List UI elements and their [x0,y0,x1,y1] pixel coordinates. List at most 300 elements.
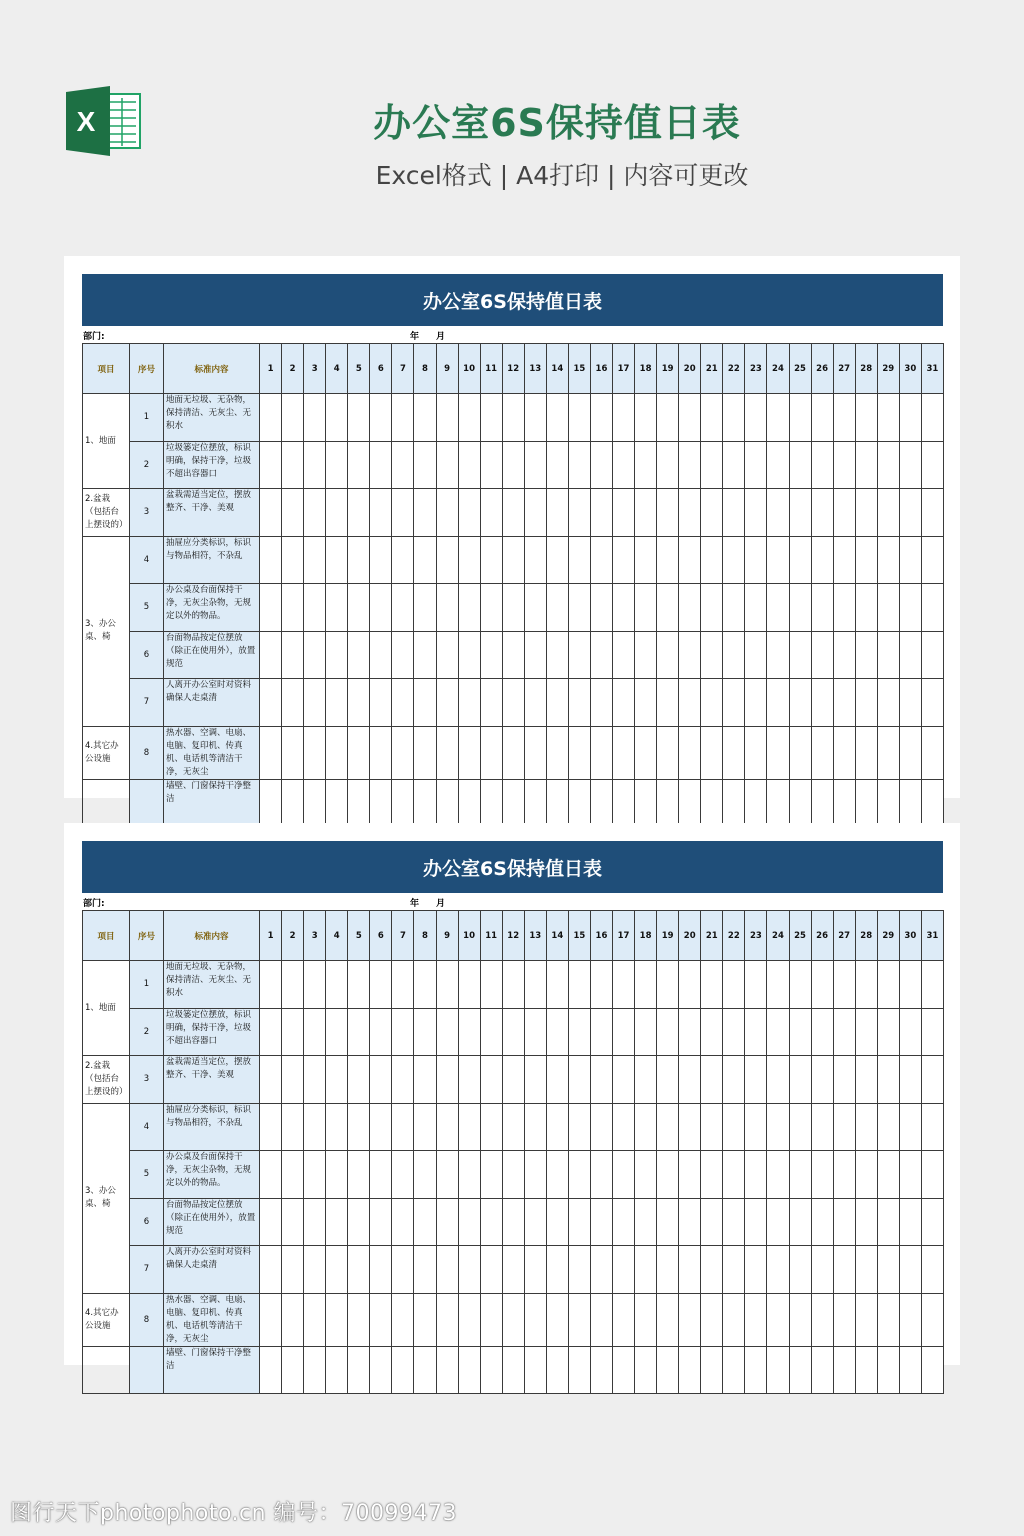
day-check-cell[interactable] [436,441,458,489]
day-check-cell[interactable] [436,961,458,1009]
day-check-cell[interactable] [745,1198,767,1246]
day-check-cell[interactable] [679,489,701,537]
day-check-cell[interactable] [789,726,811,779]
day-check-cell[interactable] [613,489,635,537]
day-check-cell[interactable] [657,1103,679,1151]
day-check-cell[interactable] [436,1008,458,1056]
day-check-cell[interactable] [370,1056,392,1104]
day-check-cell[interactable] [723,489,745,537]
day-check-cell[interactable] [679,536,701,584]
day-check-cell[interactable] [348,726,370,779]
day-check-cell[interactable] [502,1346,524,1394]
day-check-cell[interactable] [348,584,370,632]
day-check-cell[interactable] [877,1151,899,1199]
day-check-cell[interactable] [590,1151,612,1199]
day-check-cell[interactable] [723,536,745,584]
day-check-cell[interactable] [414,779,436,827]
day-check-cell[interactable] [480,1198,502,1246]
day-check-cell[interactable] [260,631,282,679]
day-check-cell[interactable] [414,1246,436,1294]
day-check-cell[interactable] [745,394,767,442]
day-check-cell[interactable] [811,1056,833,1104]
day-check-cell[interactable] [833,631,855,679]
day-check-cell[interactable] [723,584,745,632]
day-check-cell[interactable] [811,489,833,537]
day-check-cell[interactable] [767,536,789,584]
day-check-cell[interactable] [458,489,480,537]
day-check-cell[interactable] [326,1346,348,1394]
day-check-cell[interactable] [546,1346,568,1394]
day-check-cell[interactable] [370,631,392,679]
day-check-cell[interactable] [524,961,546,1009]
day-check-cell[interactable] [568,1246,590,1294]
day-check-cell[interactable] [458,536,480,584]
day-check-cell[interactable] [899,631,921,679]
day-check-cell[interactable] [635,1103,657,1151]
day-check-cell[interactable] [613,1151,635,1199]
day-check-cell[interactable] [701,1056,723,1104]
day-check-cell[interactable] [590,1008,612,1056]
day-check-cell[interactable] [414,489,436,537]
day-check-cell[interactable] [414,1008,436,1056]
day-check-cell[interactable] [921,631,943,679]
day-check-cell[interactable] [524,536,546,584]
day-check-cell[interactable] [877,441,899,489]
day-check-cell[interactable] [899,1198,921,1246]
day-check-cell[interactable] [436,1246,458,1294]
day-check-cell[interactable] [635,1198,657,1246]
day-check-cell[interactable] [877,584,899,632]
day-check-cell[interactable] [789,779,811,827]
day-check-cell[interactable] [370,489,392,537]
day-check-cell[interactable] [414,679,436,727]
day-check-cell[interactable] [657,631,679,679]
day-check-cell[interactable] [723,394,745,442]
day-check-cell[interactable] [767,1103,789,1151]
day-check-cell[interactable] [657,1008,679,1056]
day-check-cell[interactable] [348,1008,370,1056]
day-check-cell[interactable] [767,1346,789,1394]
day-check-cell[interactable] [326,631,348,679]
day-check-cell[interactable] [723,1103,745,1151]
day-check-cell[interactable] [613,1056,635,1104]
day-check-cell[interactable] [524,779,546,827]
day-check-cell[interactable] [458,961,480,1009]
day-check-cell[interactable] [370,584,392,632]
day-check-cell[interactable] [326,536,348,584]
day-check-cell[interactable] [701,1293,723,1346]
day-check-cell[interactable] [635,584,657,632]
day-check-cell[interactable] [877,1198,899,1246]
day-check-cell[interactable] [833,1346,855,1394]
day-check-cell[interactable] [458,1008,480,1056]
day-check-cell[interactable] [679,1293,701,1346]
day-check-cell[interactable] [568,1198,590,1246]
day-check-cell[interactable] [877,536,899,584]
day-check-cell[interactable] [745,1293,767,1346]
day-check-cell[interactable] [921,1056,943,1104]
day-check-cell[interactable] [524,1151,546,1199]
day-check-cell[interactable] [590,584,612,632]
day-check-cell[interactable] [877,1346,899,1394]
day-check-cell[interactable] [590,1346,612,1394]
day-check-cell[interactable] [701,1151,723,1199]
day-check-cell[interactable] [745,631,767,679]
day-check-cell[interactable] [679,726,701,779]
day-check-cell[interactable] [701,779,723,827]
day-check-cell[interactable] [348,1103,370,1151]
day-check-cell[interactable] [568,584,590,632]
day-check-cell[interactable] [436,1056,458,1104]
day-check-cell[interactable] [767,1056,789,1104]
day-check-cell[interactable] [679,1008,701,1056]
day-check-cell[interactable] [502,1151,524,1199]
day-check-cell[interactable] [679,779,701,827]
day-check-cell[interactable] [701,679,723,727]
day-check-cell[interactable] [524,1056,546,1104]
day-check-cell[interactable] [855,441,877,489]
day-check-cell[interactable] [260,1103,282,1151]
day-check-cell[interactable] [921,726,943,779]
day-check-cell[interactable] [524,1008,546,1056]
day-check-cell[interactable] [789,1151,811,1199]
day-check-cell[interactable] [789,1346,811,1394]
day-check-cell[interactable] [745,536,767,584]
day-check-cell[interactable] [524,1346,546,1394]
day-check-cell[interactable] [458,1151,480,1199]
day-check-cell[interactable] [789,1293,811,1346]
day-check-cell[interactable] [370,536,392,584]
day-check-cell[interactable] [745,489,767,537]
day-check-cell[interactable] [701,1246,723,1294]
day-check-cell[interactable] [568,726,590,779]
day-check-cell[interactable] [811,441,833,489]
day-check-cell[interactable] [502,726,524,779]
day-check-cell[interactable] [590,961,612,1009]
day-check-cell[interactable] [921,1008,943,1056]
day-check-cell[interactable] [789,1056,811,1104]
day-check-cell[interactable] [480,1103,502,1151]
day-check-cell[interactable] [414,1056,436,1104]
day-check-cell[interactable] [767,779,789,827]
day-check-cell[interactable] [414,584,436,632]
day-check-cell[interactable] [921,1198,943,1246]
day-check-cell[interactable] [745,679,767,727]
day-check-cell[interactable] [701,394,723,442]
day-check-cell[interactable] [613,1103,635,1151]
day-check-cell[interactable] [502,1293,524,1346]
day-check-cell[interactable] [458,1056,480,1104]
day-check-cell[interactable] [458,1198,480,1246]
day-check-cell[interactable] [833,1056,855,1104]
day-check-cell[interactable] [304,679,326,727]
day-check-cell[interactable] [458,394,480,442]
day-check-cell[interactable] [502,679,524,727]
day-check-cell[interactable] [811,536,833,584]
day-check-cell[interactable] [789,631,811,679]
day-check-cell[interactable] [282,394,304,442]
day-check-cell[interactable] [635,726,657,779]
day-check-cell[interactable] [833,679,855,727]
day-check-cell[interactable] [502,1103,524,1151]
day-check-cell[interactable] [877,1246,899,1294]
day-check-cell[interactable] [370,1008,392,1056]
day-check-cell[interactable] [326,1151,348,1199]
day-check-cell[interactable] [855,779,877,827]
day-check-cell[interactable] [524,394,546,442]
day-check-cell[interactable] [811,631,833,679]
day-check-cell[interactable] [921,1151,943,1199]
day-check-cell[interactable] [392,1008,414,1056]
day-check-cell[interactable] [260,441,282,489]
day-check-cell[interactable] [899,679,921,727]
day-check-cell[interactable] [701,631,723,679]
day-check-cell[interactable] [877,1293,899,1346]
day-check-cell[interactable] [921,1293,943,1346]
day-check-cell[interactable] [282,489,304,537]
day-check-cell[interactable] [745,961,767,1009]
day-check-cell[interactable] [833,1008,855,1056]
day-check-cell[interactable] [701,1346,723,1394]
day-check-cell[interactable] [590,631,612,679]
day-check-cell[interactable] [723,441,745,489]
day-check-cell[interactable] [282,536,304,584]
day-check-cell[interactable] [723,1198,745,1246]
day-check-cell[interactable] [789,679,811,727]
day-check-cell[interactable] [282,631,304,679]
day-check-cell[interactable] [546,679,568,727]
day-check-cell[interactable] [326,441,348,489]
day-check-cell[interactable] [590,536,612,584]
day-check-cell[interactable] [370,961,392,1009]
day-check-cell[interactable] [767,961,789,1009]
day-check-cell[interactable] [348,536,370,584]
day-check-cell[interactable] [701,1198,723,1246]
day-check-cell[interactable] [590,779,612,827]
day-check-cell[interactable] [767,1008,789,1056]
day-check-cell[interactable] [502,536,524,584]
day-check-cell[interactable] [679,584,701,632]
day-check-cell[interactable] [260,779,282,827]
day-check-cell[interactable] [304,779,326,827]
day-check-cell[interactable] [877,779,899,827]
day-check-cell[interactable] [304,441,326,489]
day-check-cell[interactable] [436,1103,458,1151]
day-check-cell[interactable] [502,1198,524,1246]
day-check-cell[interactable] [480,631,502,679]
day-check-cell[interactable] [414,1198,436,1246]
day-check-cell[interactable] [613,1198,635,1246]
day-check-cell[interactable] [260,726,282,779]
day-check-cell[interactable] [480,726,502,779]
day-check-cell[interactable] [657,441,679,489]
day-check-cell[interactable] [304,1103,326,1151]
day-check-cell[interactable] [480,584,502,632]
day-check-cell[interactable] [635,536,657,584]
day-check-cell[interactable] [855,1008,877,1056]
day-check-cell[interactable] [414,1346,436,1394]
day-check-cell[interactable] [546,726,568,779]
day-check-cell[interactable] [745,1151,767,1199]
day-check-cell[interactable] [855,1293,877,1346]
day-check-cell[interactable] [282,1346,304,1394]
day-check-cell[interactable] [260,489,282,537]
day-check-cell[interactable] [502,961,524,1009]
day-check-cell[interactable] [679,1346,701,1394]
day-check-cell[interactable] [679,1056,701,1104]
day-check-cell[interactable] [679,1151,701,1199]
day-check-cell[interactable] [502,779,524,827]
day-check-cell[interactable] [723,1346,745,1394]
day-check-cell[interactable] [568,779,590,827]
day-check-cell[interactable] [701,441,723,489]
day-check-cell[interactable] [679,961,701,1009]
day-check-cell[interactable] [899,961,921,1009]
day-check-cell[interactable] [458,1293,480,1346]
day-check-cell[interactable] [745,441,767,489]
day-check-cell[interactable] [767,584,789,632]
day-check-cell[interactable] [921,679,943,727]
day-check-cell[interactable] [282,1056,304,1104]
day-check-cell[interactable] [568,1151,590,1199]
day-check-cell[interactable] [657,779,679,827]
day-check-cell[interactable] [414,631,436,679]
day-check-cell[interactable] [414,961,436,1009]
day-check-cell[interactable] [502,1008,524,1056]
day-check-cell[interactable] [635,1151,657,1199]
day-check-cell[interactable] [568,961,590,1009]
day-check-cell[interactable] [524,1198,546,1246]
day-check-cell[interactable] [370,394,392,442]
day-check-cell[interactable] [635,679,657,727]
day-check-cell[interactable] [282,961,304,1009]
day-check-cell[interactable] [304,726,326,779]
day-check-cell[interactable] [348,631,370,679]
day-check-cell[interactable] [458,726,480,779]
day-check-cell[interactable] [414,394,436,442]
day-check-cell[interactable] [282,441,304,489]
day-check-cell[interactable] [304,1293,326,1346]
day-check-cell[interactable] [811,679,833,727]
day-check-cell[interactable] [723,961,745,1009]
day-check-cell[interactable] [348,1346,370,1394]
day-check-cell[interactable] [348,1246,370,1294]
day-check-cell[interactable] [855,1103,877,1151]
day-check-cell[interactable] [326,489,348,537]
day-check-cell[interactable] [833,394,855,442]
day-check-cell[interactable] [833,536,855,584]
day-check-cell[interactable] [326,1246,348,1294]
day-check-cell[interactable] [855,489,877,537]
day-check-cell[interactable] [304,1008,326,1056]
day-check-cell[interactable] [899,1056,921,1104]
day-check-cell[interactable] [502,489,524,537]
day-check-cell[interactable] [480,394,502,442]
day-check-cell[interactable] [723,726,745,779]
day-check-cell[interactable] [899,779,921,827]
day-check-cell[interactable] [480,489,502,537]
day-check-cell[interactable] [260,1151,282,1199]
day-check-cell[interactable] [590,1056,612,1104]
day-check-cell[interactable] [613,726,635,779]
day-check-cell[interactable] [921,536,943,584]
day-check-cell[interactable] [304,1198,326,1246]
day-check-cell[interactable] [789,1198,811,1246]
day-check-cell[interactable] [745,1103,767,1151]
day-check-cell[interactable] [370,1103,392,1151]
day-check-cell[interactable] [635,631,657,679]
day-check-cell[interactable] [260,1293,282,1346]
day-check-cell[interactable] [657,961,679,1009]
day-check-cell[interactable] [613,961,635,1009]
day-check-cell[interactable] [546,536,568,584]
day-check-cell[interactable] [921,779,943,827]
day-check-cell[interactable] [657,489,679,537]
day-check-cell[interactable] [436,726,458,779]
day-check-cell[interactable] [701,536,723,584]
day-check-cell[interactable] [282,726,304,779]
day-check-cell[interactable] [613,1293,635,1346]
day-check-cell[interactable] [546,961,568,1009]
day-check-cell[interactable] [524,726,546,779]
day-check-cell[interactable] [502,1056,524,1104]
day-check-cell[interactable] [282,1246,304,1294]
day-check-cell[interactable] [282,1198,304,1246]
day-check-cell[interactable] [524,489,546,537]
day-check-cell[interactable] [480,1246,502,1294]
day-check-cell[interactable] [789,489,811,537]
day-check-cell[interactable] [546,1246,568,1294]
day-check-cell[interactable] [480,536,502,584]
day-check-cell[interactable] [436,394,458,442]
day-check-cell[interactable] [921,489,943,537]
day-check-cell[interactable] [392,1151,414,1199]
day-check-cell[interactable] [657,1151,679,1199]
day-check-cell[interactable] [679,441,701,489]
day-check-cell[interactable] [613,779,635,827]
day-check-cell[interactable] [348,1151,370,1199]
day-check-cell[interactable] [458,779,480,827]
day-check-cell[interactable] [657,679,679,727]
day-check-cell[interactable] [679,394,701,442]
day-check-cell[interactable] [458,1246,480,1294]
day-check-cell[interactable] [282,679,304,727]
day-check-cell[interactable] [590,1103,612,1151]
day-check-cell[interactable] [546,441,568,489]
day-check-cell[interactable] [767,489,789,537]
day-check-cell[interactable] [767,441,789,489]
day-check-cell[interactable] [546,584,568,632]
day-check-cell[interactable] [789,961,811,1009]
day-check-cell[interactable] [745,1056,767,1104]
day-check-cell[interactable] [701,1008,723,1056]
day-check-cell[interactable] [899,1008,921,1056]
day-check-cell[interactable] [679,679,701,727]
day-check-cell[interactable] [304,536,326,584]
day-check-cell[interactable] [701,1103,723,1151]
day-check-cell[interactable] [899,536,921,584]
day-check-cell[interactable] [260,1198,282,1246]
day-check-cell[interactable] [392,1103,414,1151]
day-check-cell[interactable] [546,1198,568,1246]
day-check-cell[interactable] [326,779,348,827]
day-check-cell[interactable] [260,1008,282,1056]
day-check-cell[interactable] [568,441,590,489]
day-check-cell[interactable] [524,1103,546,1151]
day-check-cell[interactable] [877,1103,899,1151]
day-check-cell[interactable] [502,631,524,679]
day-check-cell[interactable] [701,489,723,537]
